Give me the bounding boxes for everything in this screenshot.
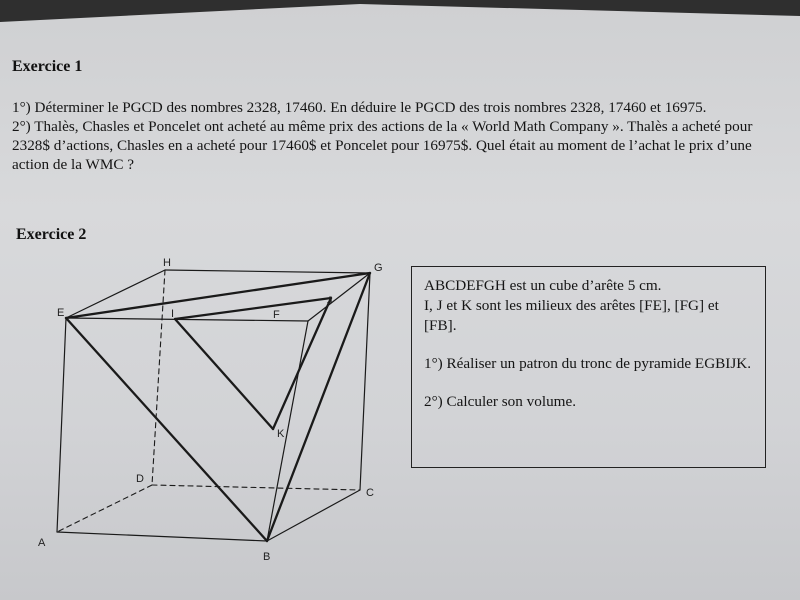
edge-gc [360, 273, 370, 490]
edge-ij [175, 298, 331, 319]
edge-ab [57, 532, 267, 541]
exercise1-question2: 2°) Thalès, Chasles et Poncelet ont acheté au même prix des actions de la « World Math Company ». Thalès a acheté pour 2328$ d’actions, Chasles en a acheté pour 17460$ et Poncelet pour 16975$. Quel était au moment de l’achat le prix d’une action de la WMC ? [12, 118, 753, 173]
exercise2-question1: 1°) Réaliser un patron du tronc de pyramide EGBIJK. [424, 355, 752, 372]
vertex-label-e: E [57, 307, 65, 319]
box-line-midpoints: I, J et K sont les milieux des arêtes [FE], [FG] et [FB]. [424, 297, 719, 334]
edge-ea [57, 318, 66, 532]
edge-fb [267, 321, 308, 541]
cube-edges [57, 270, 370, 541]
vertex-label-d: D [136, 473, 144, 485]
vertex-label-j: J [327, 295, 333, 307]
vertex-label-c: C [366, 487, 374, 499]
edge-hg [165, 270, 370, 273]
edge-da [57, 485, 152, 532]
vertex-label-f: F [273, 309, 280, 321]
exercise1-question1: 1°) Déterminer le PGCD des nombres 2328, 17460. En déduire le PGCD des trois nombres 2328, 17460 et 16975. [12, 99, 707, 116]
exercise2-title: Exercice 2 [16, 226, 87, 243]
box-line-cube: ABCDEFGH est un cube d’arête 5 cm. [424, 277, 662, 294]
edge-dc [152, 485, 360, 490]
exercise2-statement-box [411, 266, 766, 468]
edge-hd [152, 270, 165, 485]
vertex-label-k: K [277, 428, 285, 440]
edge-bc [267, 490, 360, 541]
frustum-edges [66, 273, 370, 541]
vertex-label-g: G [374, 262, 383, 274]
edge-ik [175, 319, 273, 429]
hidden-edges [57, 270, 360, 532]
exercise1-title: Exercice 1 [12, 58, 83, 75]
vertex-label-h: H [163, 257, 171, 269]
exercise2-question2: 2°) Calculer son volume. [424, 393, 577, 410]
vertex-label-b: B [263, 551, 271, 563]
edge-eb [66, 318, 267, 541]
vertex-label-i: I [171, 308, 175, 320]
vertex-label-a: A [38, 537, 46, 549]
edge-jk [273, 298, 331, 429]
